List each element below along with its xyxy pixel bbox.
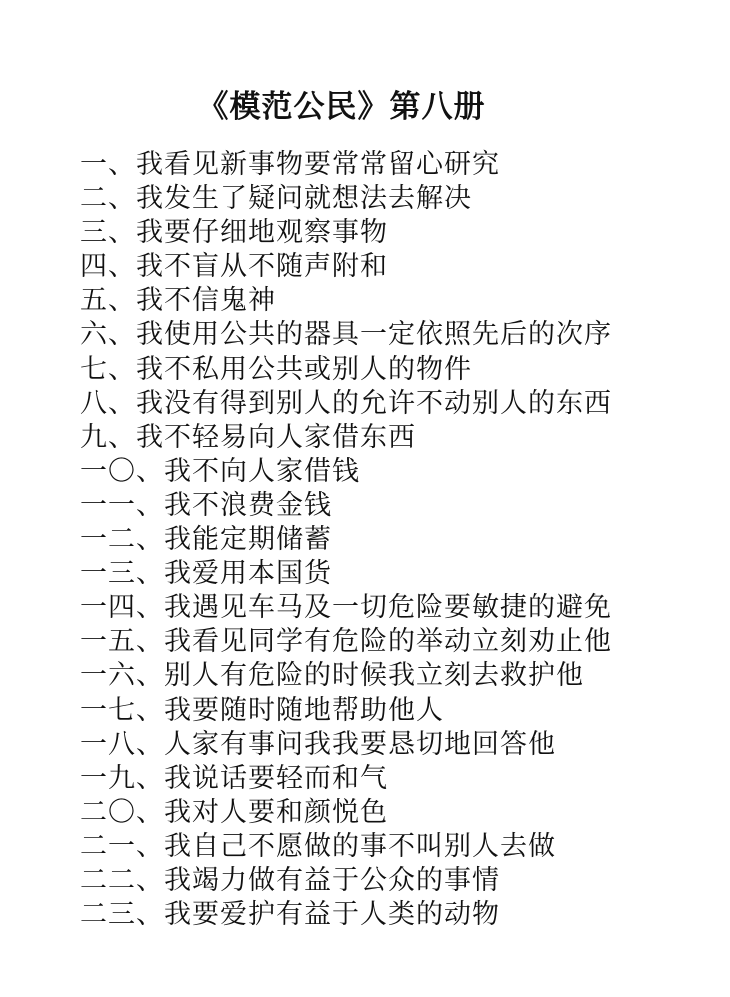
rule-item: 二、我发生了疑问就想法去解决 [80,183,472,215]
rule-item: 四、我不盲从不随声附和 [80,251,388,283]
rule-item: 二〇、我对人要和颜悦色 [80,796,388,828]
rule-item: 九、我不轻易向人家借东西 [80,421,416,453]
rule-item: 一三、我爱用本国货 [80,558,332,590]
rule-item: 五、我不信鬼神 [80,285,276,317]
rule-item: 二一、我自己不愿做的事不叫别人去做 [80,830,556,862]
rule-item: 一八、人家有事问我我要恳切地回答他 [80,728,556,760]
rule-item: 一七、我要随时随地帮助他人 [80,694,444,726]
rule-item: 七、我不私用公共或别人的物件 [80,353,472,385]
rule-item: 一一、我不浪费金钱 [80,489,332,521]
rule-item: 二三、我要爱护有益于人类的动物 [80,899,500,931]
document-title: 《模范公民》第八册 [197,89,486,125]
rule-item: 一四、我遇见车马及一切危险要敏捷的避免 [80,592,612,624]
rule-item: 一、我看见新事物要常常留心研究 [80,149,500,180]
rule-item: 六、我使用公共的器具一定依照先后的次序 [80,319,612,351]
rule-item: 二二、我竭力做有益于公众的事情 [80,864,500,896]
rule-item: 一六、别人有危险的时候我立刻去救护他 [80,660,584,692]
rule-item: 八、我没有得到别人的允许不动别人的东西 [80,387,612,419]
rule-item: 一五、我看见同学有危险的举动立刻劝止他 [80,626,612,658]
rule-item: 一九、我说话要轻而和气 [80,762,388,794]
rules-list [80,148,720,932]
rule-item: 三、我要仔细地观察事物 [80,217,388,249]
rule-item: 一二、我能定期储蓄 [80,524,332,556]
rule-item: 一〇、我不向人家借钱 [80,455,360,487]
